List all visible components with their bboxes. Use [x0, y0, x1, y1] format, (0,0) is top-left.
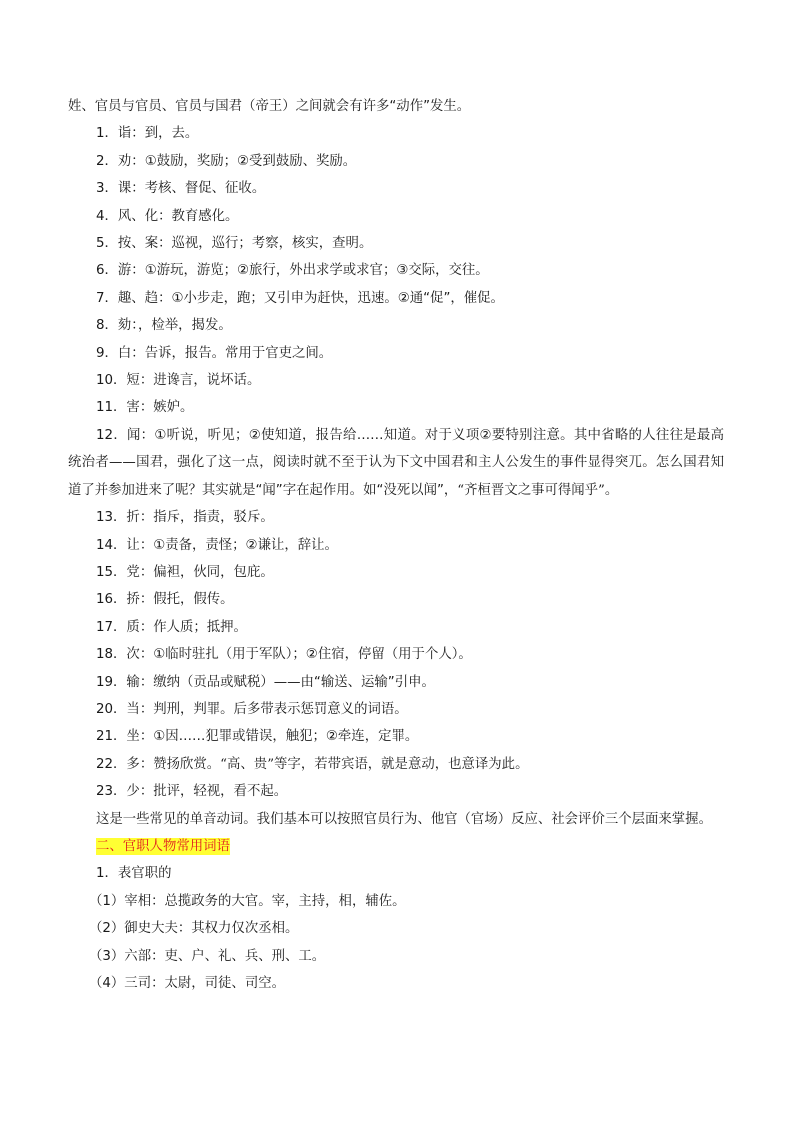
verb-item-23: 23．少：批评，轻视，看不起。 — [96, 784, 288, 800]
verb-item-4: 4．风、化：教育感化。 — [96, 208, 239, 224]
verb-item-17: 17．质：作人质；抵押。 — [96, 619, 247, 635]
intro-line: 姓、官员与官员、官员与国君（帝王）之间就会有许多“动作”发生。 — [68, 99, 471, 114]
document-body — [68, 93, 724, 997]
verb-item-12-text: 12．闻：①听说，听见；②使知道，报告给……知道。对于义项②要特别注意。其中省略的人往往是最高统治者——国君，强化了这一点，阅读时就不至于认为下文中国君和主人公发生的事件显得突兀。怎么国君知道了并参加进来了呢？其实就是“闻”字在起作用。如“没死以闻”， — [68, 427, 724, 498]
verb-item-14: 14．让：①责备，责怪；②谦让，辞让。 — [96, 537, 338, 553]
verb-item-21: 21．坐：①因……犯罪或错误，触犯；②牵连，定罪。 — [96, 729, 419, 745]
verb-item-15: 15．党：偏袒，伙同，包庇。 — [96, 564, 274, 580]
sub-heading: 1．表官职的 — [96, 866, 172, 882]
post-item-3: （3）六部：吏、户、礼、兵、刑、工。 — [89, 948, 326, 964]
section-heading-line — [68, 833, 724, 860]
verb-item-22-head: 22．多：赞扬欣赏。 — [96, 756, 221, 772]
verb-item-6: 6．游：①游玩，游览；②旅行，外出求学或求官；③交际，交往。 — [96, 263, 489, 279]
verb-item-8: 8．劾：，检举，揭发。 — [96, 318, 232, 334]
section-heading: 二、官职人物常用词语 — [96, 838, 230, 854]
verb-item-22-tail: “高、贵”等字，若带宾语，就是意动，也意译为此。 — [220, 756, 529, 772]
verb-item-2: 2．劝：①鼓励，奖励；②受到鼓励、奖励。 — [96, 153, 357, 169]
verb-item-11: 11．害：嫉妒。 — [96, 400, 194, 416]
post-item-1: （1）宰相：总揽政务的大官。宰，主持，相，辅佐。 — [89, 893, 406, 909]
post-item-4: （4）三司：太尉，司徒、司空。 — [89, 976, 285, 991]
verb-item-12-paragraph — [68, 422, 724, 504]
verb-item-7: 7．趣、趋：①小步走，跑；又引申为赶快，迅速。②通“促”，催促。 — [96, 290, 504, 306]
post-item-2: （2）御史大夫：其权力仅次丞相。 — [89, 921, 299, 937]
summary-paragraph: 这是一些常见的单音动词。我们基本可以按照官员行为、他官（官场）反应、社会评价三个层面来掌握。 — [96, 811, 712, 827]
verb-item-18: 18．次：①临时驻扎（用于军队）；②住宿，停留（用于个人）。 — [96, 647, 472, 663]
verb-item-10: 10．短：进谗言，说坏话。 — [96, 373, 261, 389]
verb-item-1: 1．诣：到，去。 — [96, 126, 199, 142]
verb-item-5: 5．按、案：巡视，巡行；考察，核实，查明。 — [96, 236, 373, 252]
verb-item-20: 20．当：判刑，判罪。后多带表示惩罚意义的词语。 — [96, 701, 408, 717]
verb-item-16: 16．挢：假托，假传。 — [96, 592, 234, 608]
verb-item-9: 9．白：告诉，报告。常用于官吏之间。 — [96, 345, 333, 361]
verb-item-19: 19．输：缴纳（贡品或赋税）——由“输送、运输”引申。 — [96, 674, 435, 690]
verb-item-12-example: “齐桓晋文之事可得闻乎”。 — [457, 482, 619, 498]
verb-item-3: 3．课：考核、督促、征收。 — [96, 181, 266, 197]
verb-item-13: 13．折：指斥，指责，驳斥。 — [96, 510, 274, 526]
verb-item-22 — [68, 751, 724, 778]
